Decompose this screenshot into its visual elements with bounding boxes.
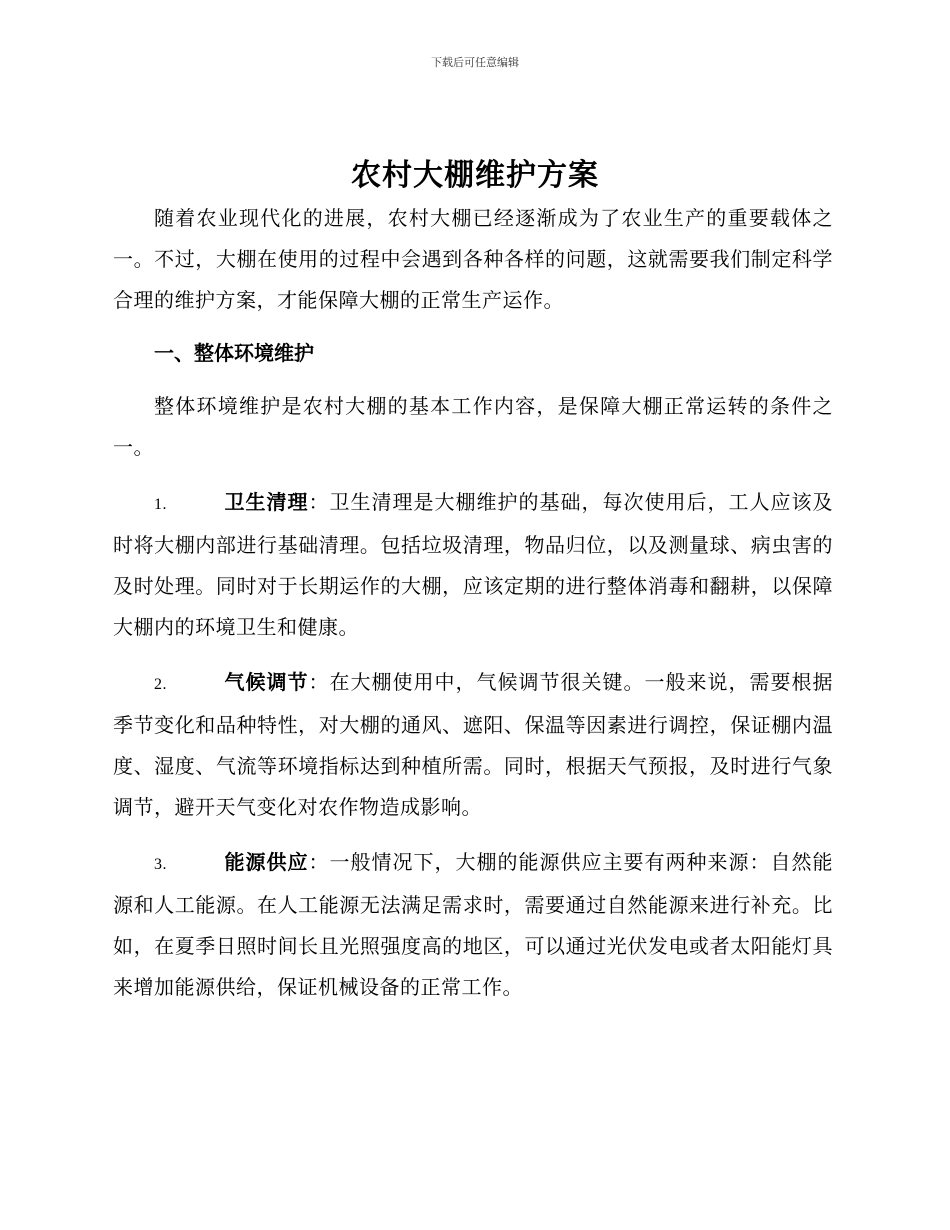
list-item-term: 卫生清理 (224, 490, 309, 514)
document-body (113, 198, 833, 1008)
header-note: 下载后可任意编辑 (431, 56, 519, 69)
list-item (113, 662, 833, 828)
list-item-term: 气候调节 (224, 670, 309, 694)
list-item (113, 842, 833, 1008)
list-item-number: 2. (154, 676, 167, 693)
list-item-term: 能源供应 (224, 850, 309, 874)
list-item-number: 3. (154, 856, 167, 873)
section-paragraph: 整体环境维护是农村大棚的基本工作内容，是保障大棚正常运转的条件之一。 (113, 394, 833, 459)
list-item-number: 1. (154, 496, 167, 513)
document-title: 农村大棚维护方案 (351, 158, 599, 193)
list-item-text: ：在大棚使用中，气候调节很关键。一般来说，需要根据季节变化和品种特性，对大棚的通风、遮阳、保温等因素进行调控，保证棚内温度、湿度、气流等环境指标达到种植所需。同时，根据天气预报，及时进行气象调节，避开天气变化对农作物造成影响。 (113, 670, 833, 819)
section-heading: 一、整体环境维护 (154, 341, 314, 365)
list-item (113, 482, 833, 648)
list-item-text: ：卫生清理是大棚维护的基础，每次使用后，工人应该及时将大棚内部进行基础清理。包括垃圾清理，物品归位，以及测量球、病虫害的及时处理。同时对于长期运作的大棚，应该定期的进行整体消毒和翻耕，以保障大棚内的环境卫生和健康。 (113, 490, 833, 639)
list-item-text: ：一般情况下，大棚的能源供应主要有两种来源：自然能源和人工能源。在人工能源无法满足需求时，需要通过自然能源来进行补充。比如，在夏季日照时间长且光照强度高的地区，可以通过光伏发电或者太阳能灯具来增加能源供给，保证机械设备的正常工作。 (113, 850, 833, 999)
intro-paragraph: 随着农业现代化的进展，农村大棚已经逐渐成为了农业生产的重要载体之一。不过，大棚在使用的过程中会遇到各种各样的问题，这就需要我们制定科学合理的维护方案，才能保障大棚的正常生产运作。 (113, 206, 833, 312)
